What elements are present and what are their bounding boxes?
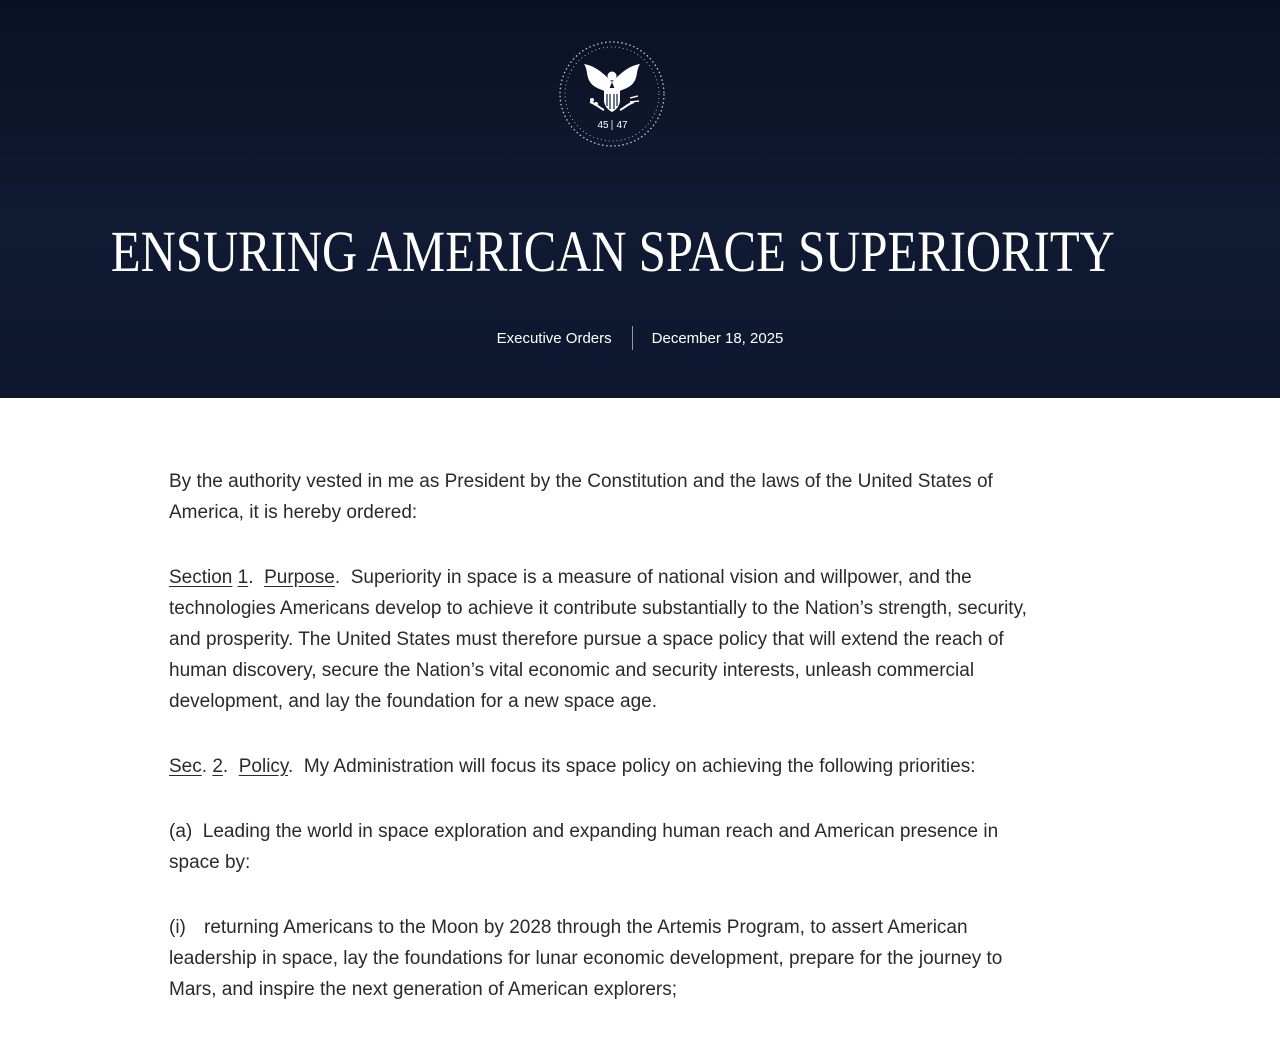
seal-number-left: 45 [597,120,609,131]
publish-date: December 18, 2025 [651,329,784,347]
section-1-heading: Purpose [264,567,335,588]
category-link[interactable]: Executive Orders [496,329,612,347]
page-title: ENSURING AMERICAN SPACE SUPERIORITY [110,219,1115,284]
presidential-seal-logo[interactable] [556,38,668,150]
intro-paragraph: By the authority vested in me as President by the Constitution and the laws of the United States of America, it is hereby ordered: [169,471,993,523]
item-a-text: Leading the world in space exploration and expanding human reach and American presence in space by: [169,821,999,873]
eagle-seal-icon [556,38,668,150]
section-1-number: 1 [237,567,249,588]
section-2-number: 2 [212,756,223,777]
section-1-paragraph: Section 1. Purpose. Superiority in space is a measure of national vision and willpower, and the technologies Americans develop to achieve it contribute substantially to the Nation’s strength, security, and prosperity. The United States must therefore pursue a space policy that will extend the reach of human discovery, secure the Nation’s vital economic and security interests, unleash commercial development, and lay the foundation for a new space age. [169,567,1027,712]
page-header [0,0,1280,398]
section-2-heading: Policy [238,756,289,777]
item-a-paragraph [169,816,1049,878]
item-i-marker: (i) [169,917,186,938]
article-body [169,466,1049,1039]
section-1-label: Section [169,567,233,588]
item-i-text: returning Americans to the Moon by 2028 through the Artemis Program, to assert American leadership in space, lay the foundations for lunar economic development, prepare for the journey to Mars, and inspire the next generation of American explorers; [169,917,1003,1000]
item-a-marker: (a) [169,821,193,842]
meta-divider [632,326,633,350]
seal-number-right: 47 [616,120,628,131]
item-i-paragraph [169,912,1049,1005]
section-2-text: My Administration will focus its space policy on achieving the following priorities: [303,756,976,777]
post-meta [0,326,1280,350]
section-2-label: Sec [169,756,202,777]
section-1-text: Superiority in space is a measure of national vision and willpower, and the technologies Americans develop to achieve it contribute substantially to the Nation’s strength, security, and prosperity. The United States must therefore pursue a space policy that will extend the reach of human discovery, secure the Nation’s vital economic and security interests, unleash commercial development, and lay the foundation for a new space age. [169,567,1027,712]
section-2-paragraph: Sec. 2. Policy. My Administration will focus its space policy on achieving the following priorities: [169,756,976,777]
